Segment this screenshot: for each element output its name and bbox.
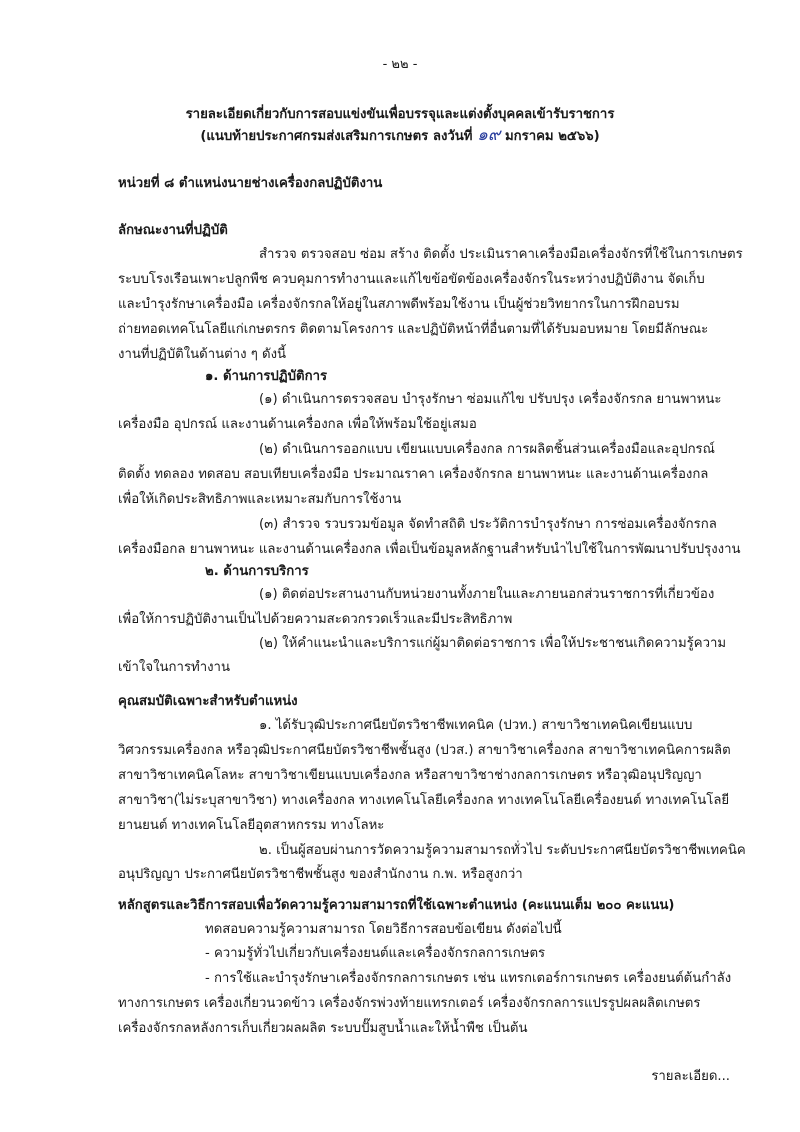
- list-item-line: เพื่อให้เกิดประสิทธิภาพและเหมาะสมกับการใช้งาน: [118, 492, 402, 507]
- paragraph-line: งานที่ปฏิบัติในด้านต่าง ๆ ดังนี้: [118, 347, 287, 362]
- exam-intro: ทดสอบความรู้ความสามารถ โดยวิธีการสอบข้อเขียน ดังต่อไปนี้: [205, 922, 562, 937]
- subtitle-suffix: มกราคม ๒๕๖๖): [504, 129, 600, 144]
- list-item-line: เครื่องมือกล ยานพาหนะ และงานด้านเครื่องกล เพื่อเป็นข้อมูลหลักฐานสำหรับนำไปใช้ในการพัฒนาปรับปรุงงาน: [118, 542, 741, 557]
- document-title: รายละเอียดเกี่ยวกับการสอบแข่งขันเพื่อบรรจุและแต่งตั้งบุคคลเข้ารับราชการ: [185, 107, 615, 122]
- qualification-line: สาขาวิชาเทคนิคโลหะ สาขาวิชาเขียนแบบเครื่องกล หรือสาขาวิชาช่างกลการเกษตร หรือวุฒิอนุปริญญา: [118, 768, 702, 783]
- paragraph-line: สำรวจ ตรวจสอบ ซ่อม สร้าง ติดตั้ง ประเมินราคาเครื่องมือเครื่องจักรที่ใช้ในการเกษตร: [259, 247, 743, 262]
- list-item-line: เครื่องมือ อุปกรณ์ และงานด้านเครื่องกล เพื่อให้พร้อมใช้อยู่เสมอ: [118, 417, 477, 432]
- list-item-line: เพื่อให้การปฏิบัติงานเป็นไปด้วยความสะดวกรวดเร็วและมีประสิทธิภาพ: [118, 612, 513, 627]
- continue-marker: รายละเอียด...: [651, 1069, 730, 1084]
- exam-bullet-continuation: เครื่องจักรกลหลังการเก็บเกี่ยวผลผลิต ระบบปั๊มสูบน้ำและให้น้ำพืช เป็นต้น: [118, 1021, 528, 1036]
- qualification-line: อนุปริญญา ประกาศนียบัตรวิชาชีพชั้นสูง ของสำนักงาน ก.พ. หรือสูงกว่า: [118, 867, 523, 882]
- unit-title: หน่วยที่ ๘ ตำแหน่งนายช่างเครื่องกลปฏิบัติงาน: [118, 176, 383, 191]
- section-heading-exam: หลักสูตรและวิธีการสอบเพื่อวัดความรู้ความสามารถที่ใช้เฉพาะตำแหน่ง (คะแนนเต็ม ๒๐๐ คะแนน): [118, 898, 675, 913]
- list-item-line: (๒) ดำเนินการออกแบบ เขียนแบบเครื่องกล การผลิตชิ้นส่วนเครื่องมือและอุปกรณ์: [259, 442, 715, 457]
- exam-bullet: - การใช้และบำรุงรักษาเครื่องจักรกลการเกษตร เช่น แทรกเตอร์การเกษตร เครื่องยนต์ต้นกำลัง: [205, 971, 732, 986]
- list-item-line: (๑) ดำเนินการตรวจสอบ บำรุงรักษา ซ่อมแก้ไข ปรับปรุง เครื่องจักรกล ยานพาหนะ: [259, 392, 722, 407]
- qualification-line: ยานยนต์ ทางเทคโนโลยีอุตสาหกรรม ทางโลหะ: [118, 818, 385, 833]
- paragraph-line: ถ่ายทอดเทคโนโลยีแก่เกษตรกร ติดตามโครงการ และปฏิบัติหน้าที่อื่นตามที่ได้รับมอบหมาย โดยมีลักษณะ: [118, 322, 709, 337]
- list-item-line: (๓) สำรวจ รวบรวมข้อมูล จัดทำสถิติ ประวัติการบำรุงรักษา การซ่อมเครื่องจักรกล: [259, 517, 717, 532]
- subsection-title-operations: ๑. ด้านการปฏิบัติการ: [205, 369, 328, 384]
- page-number: - ๒๒ -: [382, 57, 418, 72]
- handwritten-day: ๑๙: [477, 125, 501, 145]
- section-heading-job-nature: ลักษณะงานที่ปฏิบัติ: [118, 223, 228, 238]
- qualification-line: วิศวกรรมเครื่องกล หรือวุฒิประกาศนียบัตรวิชาชีพชั้นสูง (ปวส.) สาขาวิชาเครื่องกล สาขาวิชาเทคนิคการผลิต: [118, 743, 731, 758]
- document-subtitle: [0, 126, 800, 146]
- qualification-line: ๒. เป็นผู้สอบผ่านการวัดความรู้ความสามารถทั่วไป ระดับประกาศนียบัตรวิชาชีพเทคนิค: [259, 843, 746, 858]
- list-item-line: (๑) ติดต่อประสานงานกับหน่วยงานทั้งภายในและภายนอกส่วนราชการที่เกี่ยวข้อง: [259, 587, 715, 602]
- qualification-line: สาขาวิชา(ไม่ระบุสาขาวิชา) ทางเครื่องกล ทางเทคโนโลยีเครื่องกล ทางเทคโนโลยีเครื่องยนต์ ทางเทคโนโลยี: [118, 793, 730, 808]
- qualification-line: ๑. ได้รับวุฒิประกาศนียบัตรวิชาชีพเทคนิค (ปวท.) สาขาวิชาเทคนิคเขียนแบบ: [259, 718, 693, 733]
- paragraph-line: และบำรุงรักษาเครื่องมือ เครื่องจักรกลให้อยู่ในสภาพดีพร้อมใช้งาน เป็นผู้ช่วยวิทยากรในการฝึกอบรม: [118, 297, 680, 312]
- list-item-line: ติดตั้ง ทดลอง ทดสอบ สอบเทียบเครื่องมือ ประมาณราคา เครื่องจักรกล ยานพาหนะ และงานด้านเครื่องกล: [118, 467, 709, 482]
- subtitle-prefix: (แนบท้ายประกาศกรมส่งเสริมการเกษตร ลงวันที่: [200, 129, 473, 144]
- paragraph-line: ระบบโรงเรือนเพาะปลูกพืช ควบคุมการทำงานและแก้ไขข้อขัดข้องเครื่องจักรในระหว่างปฏิบัติงาน จัดเก็บ: [118, 272, 705, 287]
- section-heading-qualifications: คุณสมบัติเฉพาะสำหรับตำแหน่ง: [118, 694, 298, 709]
- list-item-line: เข้าใจในการทำงาน: [118, 660, 230, 675]
- exam-bullet-continuation: ทางการเกษตร เครื่องเกี่ยวนวดข้าว เครื่องจักรพ่วงท้ายแทรกเตอร์ เครื่องจักรกลการแปรรูปผลผลิตเกษตร: [118, 996, 701, 1011]
- list-item-line: (๒) ให้คำแนะนำและบริการแก่ผู้มาติดต่อราชการ เพื่อให้ประชาชนเกิดความรู้ความ: [259, 636, 727, 651]
- exam-bullet: - ความรู้ทั่วไปเกี่ยวกับเครื่องยนต์และเครื่องจักรกลการเกษตร: [205, 946, 546, 961]
- subsection-title-service: ๒. ด้านการบริการ: [205, 564, 309, 579]
